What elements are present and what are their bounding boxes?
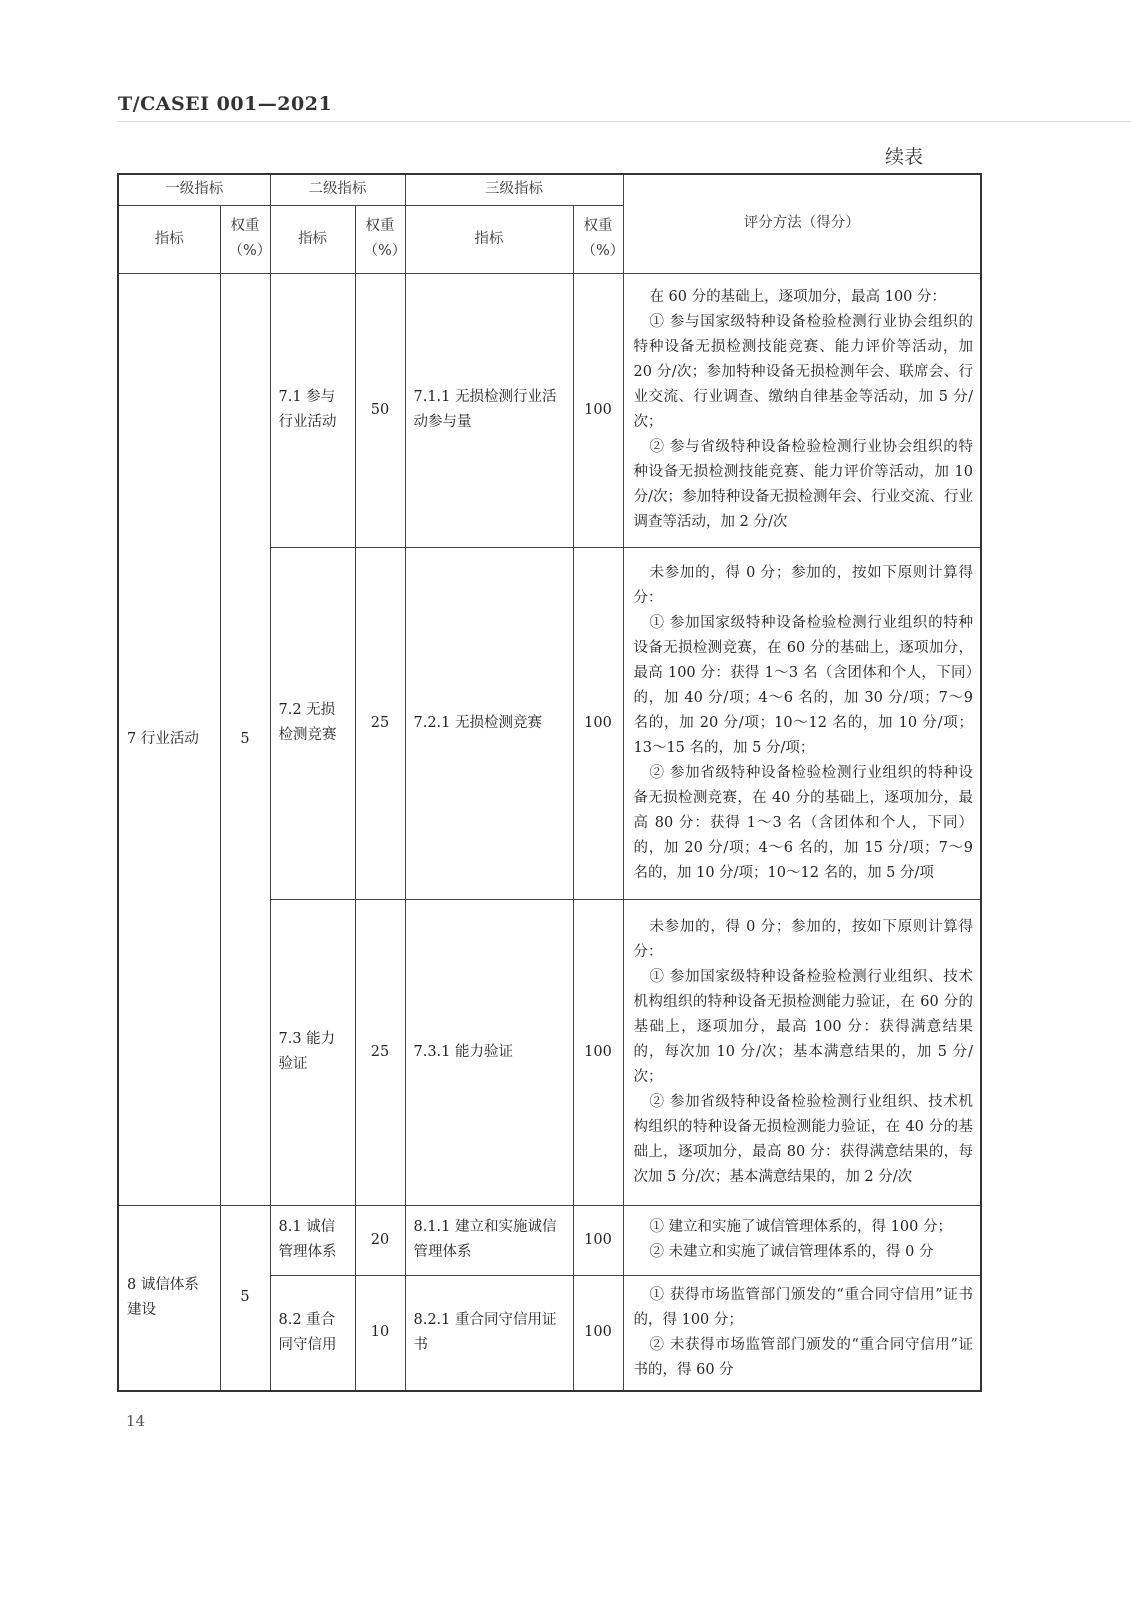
method-line: ② 未获得市场监管部门颁发的“重合同守信用”证书的，得 60 分 bbox=[633, 1336, 973, 1378]
l2-weight: 50 bbox=[355, 273, 405, 547]
l3-weight: 100 bbox=[573, 273, 623, 547]
l3-name: 8.1.1 建立和实施诚信管理体系 bbox=[405, 1205, 573, 1275]
method-header: 评分方法（得分） bbox=[623, 174, 981, 273]
scoring-method bbox=[623, 273, 981, 547]
l2-name: 7.3 能力验证 bbox=[270, 899, 355, 1205]
section-name: 7 行业活动 bbox=[118, 273, 220, 1205]
section-name: 8 诚信体系建设 bbox=[118, 1205, 220, 1391]
evaluation-table bbox=[117, 173, 982, 1392]
l3-weight-header: 权重（%） bbox=[573, 205, 623, 273]
l2-name: 7.2 无损检测竞赛 bbox=[270, 547, 355, 899]
method-line: ② 参加省级特种设备检验检测行业组织、技术机构组织的特种设备无损检测能力验证，在 40 分的基础上，逐项加分，最高 80 分：获得满意结果的，每次加 5 分/次；基本满意结果的，加 2 分/次 bbox=[633, 1093, 973, 1185]
l3-weight: 100 bbox=[573, 1205, 623, 1275]
l3-name: 7.2.1 无损检测竞赛 bbox=[405, 547, 573, 899]
level1-header: 一级指标 bbox=[118, 174, 270, 205]
l2-name: 8.2 重合同守信用 bbox=[270, 1275, 355, 1391]
scoring-method bbox=[623, 1275, 981, 1391]
method-line: ② 未建立和实施了诚信管理体系的，得 0 分 bbox=[649, 1244, 934, 1260]
l3-weight: 100 bbox=[573, 547, 623, 899]
l3-weight: 100 bbox=[573, 899, 623, 1205]
table-row bbox=[118, 1205, 981, 1275]
method-line: ② 参与省级特种设备检验检测行业协会组织的特种设备无损检测技能竞赛、能力评价等活动，加 10 分/次；参加特种设备无损检测年会、行业交流、行业调查等活动，加 2 分/次 bbox=[633, 439, 973, 530]
page-number: 14 bbox=[126, 1412, 146, 1430]
scoring-method bbox=[623, 899, 981, 1205]
l2-weight: 25 bbox=[355, 547, 405, 899]
l1-weight-header: 权重（%） bbox=[220, 205, 270, 273]
l2-indicator-header: 指标 bbox=[270, 205, 355, 273]
l2-weight-header: 权重（%） bbox=[355, 205, 405, 273]
table-row bbox=[118, 273, 981, 547]
l2-weight: 10 bbox=[355, 1275, 405, 1391]
scoring-method bbox=[623, 547, 981, 899]
level3-header: 三级指标 bbox=[405, 174, 623, 205]
method-line: 在 60 分的基础上，逐项加分，最高 100 分： bbox=[649, 289, 946, 305]
method-line: ① 获得市场监管部门颁发的“重合同守信用”证书的，得 100 分； bbox=[633, 1286, 973, 1328]
l3-name: 8.2.1 重合同守信用证书 bbox=[405, 1275, 573, 1391]
l2-weight: 25 bbox=[355, 899, 405, 1205]
method-line: ② 参加省级特种设备检验检测行业组织的特种设备无损检测竞赛，在 40 分的基础上，逐项加分，最高 80 分：获得 1～3 名（含团体和个人，下同）的，加 20 分/项；4～6 名的，加 15 分/项；7～9 名的，加 10 分/项；10～12 名的，加 5 分/项 bbox=[633, 764, 973, 881]
l3-indicator-header: 指标 bbox=[405, 205, 573, 273]
scoring-method bbox=[623, 1205, 981, 1275]
method-line: 未参加的，得 0 分；参加的，按如下原则计算得分： bbox=[633, 918, 973, 960]
l3-weight: 100 bbox=[573, 1275, 623, 1391]
header-group-row bbox=[118, 174, 981, 205]
method-line: ① 参加国家级特种设备检验检测行业组织、技术机构组织的特种设备无损检测能力验证，在 60 分的基础上，逐项加分，最高 100 分：获得满意结果的，每次加 10 分/次；基本满意结果的，加 5 分/次； bbox=[633, 968, 973, 1085]
l2-name: 8.1 诚信管理体系 bbox=[270, 1205, 355, 1275]
l3-name: 7.3.1 能力验证 bbox=[405, 899, 573, 1205]
method-line: ① 建立和实施了诚信管理体系的，得 100 分； bbox=[649, 1219, 952, 1235]
continued-label: 续表 bbox=[885, 146, 924, 168]
section-weight: 5 bbox=[220, 1205, 270, 1391]
header-rule bbox=[118, 121, 1131, 122]
section-weight: 5 bbox=[220, 273, 270, 1205]
level2-header: 二级指标 bbox=[270, 174, 405, 205]
method-line: ① 参与国家级特种设备检验检测行业协会组织的特种设备无损检测技能竞赛、能力评价等活动，加 20 分/次；参加特种设备无损检测年会、联席会、行业交流、行业调查、缴纳自律基金等活动，加 5 分/次； bbox=[633, 314, 973, 430]
document-code: T/CASEI 001—2021 bbox=[118, 93, 333, 115]
l1-indicator-header: 指标 bbox=[118, 205, 220, 273]
l2-name: 7.1 参与行业活动 bbox=[270, 273, 355, 547]
l3-name: 7.1.1 无损检测行业活动参与量 bbox=[405, 273, 573, 547]
method-line: 未参加的，得 0 分；参加的，按如下原则计算得分： bbox=[633, 564, 973, 606]
l2-weight: 20 bbox=[355, 1205, 405, 1275]
method-line: ① 参加国家级特种设备检验检测行业组织的特种设备无损检测竞赛，在 60 分的基础上，逐项加分，最高 100 分：获得 1～3 名（含团体和个人，下同）的，加 40 分/项；4～6 名的，加 30 分/项；7～9 名的，加 20 分/项；10～12 名的，加 10 分/项；13～15 名的，加 5 分/项； bbox=[633, 614, 973, 756]
